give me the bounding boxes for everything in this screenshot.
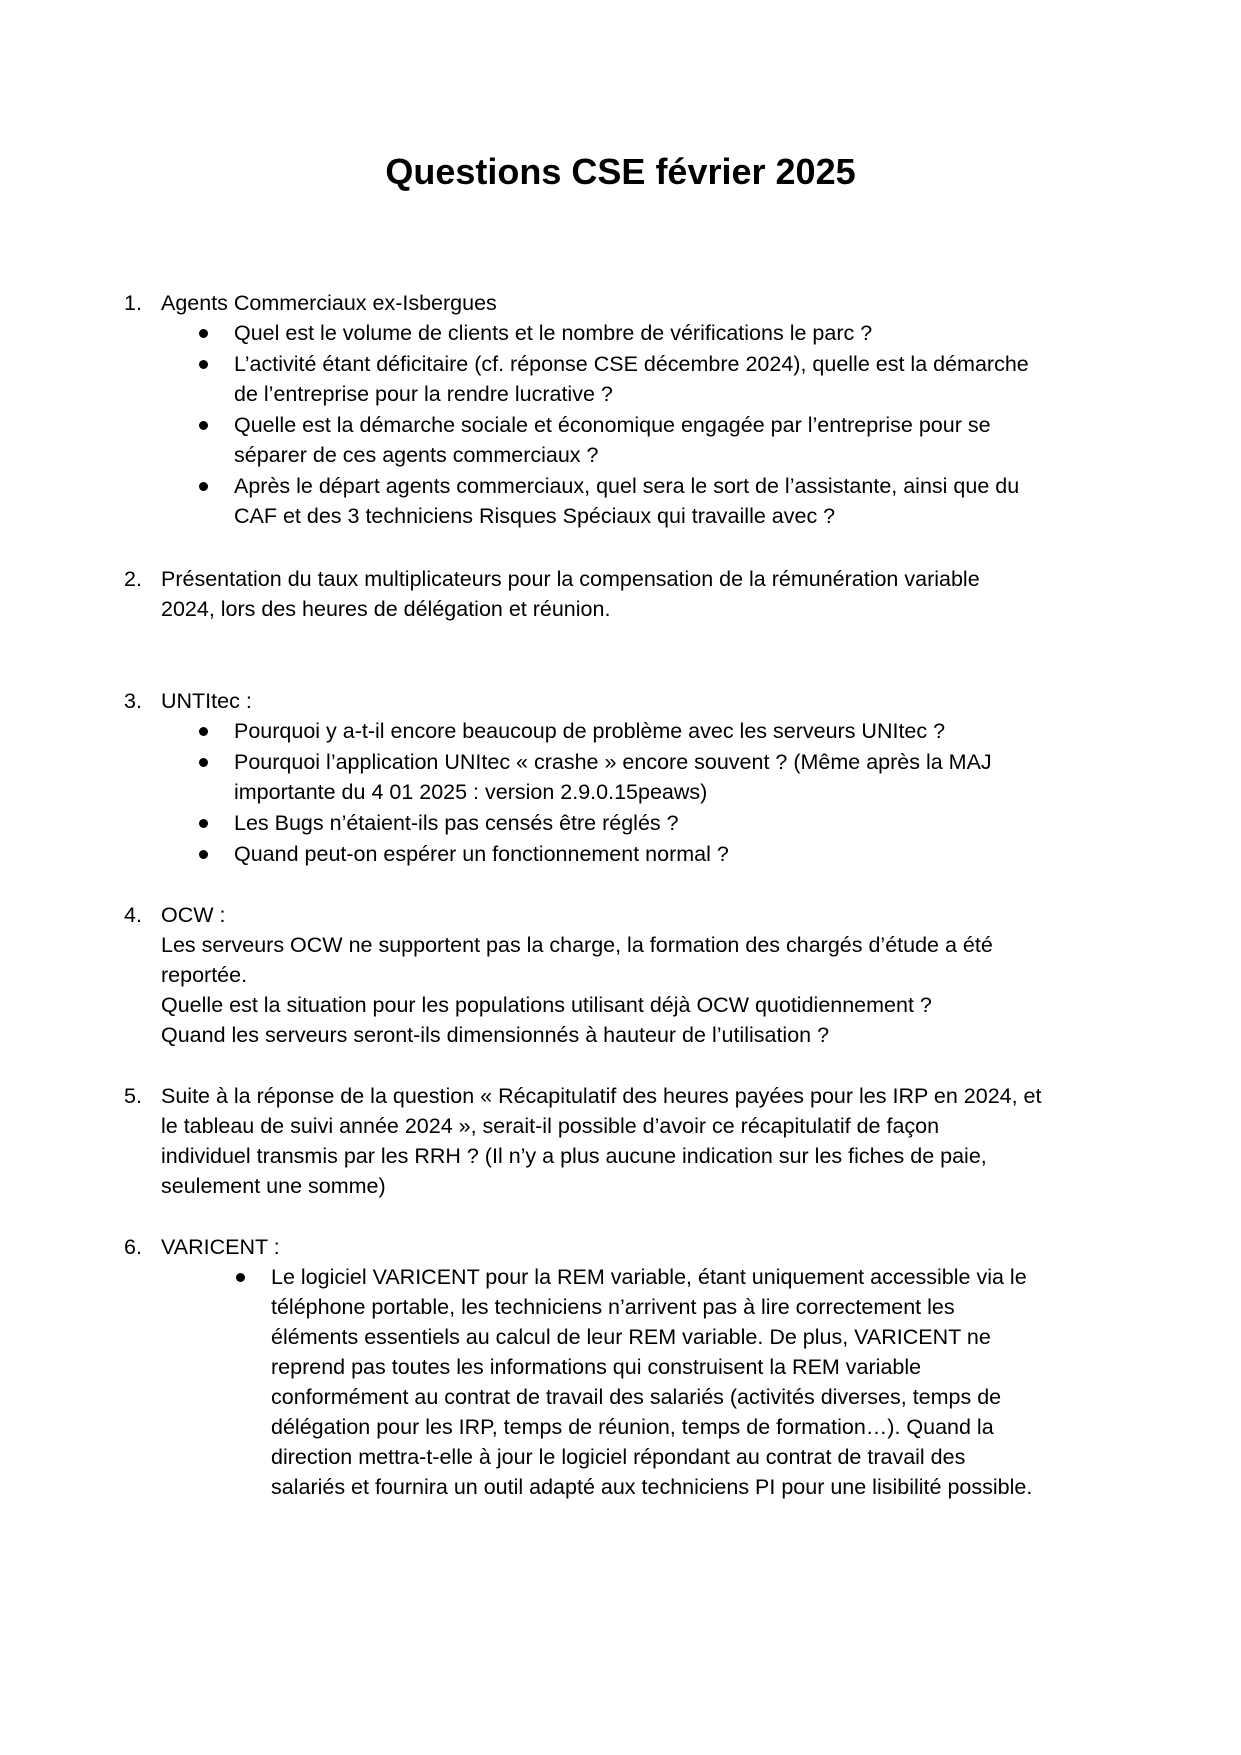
question-text: 2024, lors des heures de délégation et réunion. bbox=[161, 597, 611, 621]
bullet-icon bbox=[199, 819, 208, 828]
list-item: séparer de ces agents commerciaux ? bbox=[234, 443, 599, 467]
bullet-icon bbox=[199, 758, 208, 767]
question-number: 4. bbox=[124, 903, 142, 927]
question-heading: Agents Commerciaux ex-Isbergues bbox=[161, 291, 497, 315]
bullet-icon bbox=[199, 360, 208, 369]
list-item: conformément au contrat de travail des salariés (activités diverses, temps de bbox=[271, 1385, 1002, 1409]
list-item: Quelle est la démarche sociale et économique engagée par l’entreprise pour se bbox=[234, 413, 991, 437]
bullet-icon bbox=[199, 727, 208, 736]
list-item: Pourquoi y a-t-il encore beaucoup de problème avec les serveurs UNItec ? bbox=[234, 719, 946, 743]
question-number: 5. bbox=[124, 1084, 142, 1108]
list-item: téléphone portable, les techniciens n’arrivent pas à lire correctement les bbox=[271, 1295, 955, 1319]
bullet-icon bbox=[199, 482, 208, 491]
question-text: Les serveurs OCW ne supportent pas la charge, la formation des chargés d’étude a été bbox=[161, 933, 993, 957]
list-item: CAF et des 3 techniciens Risques Spéciaux qui travaille avec ? bbox=[234, 504, 836, 528]
list-item: Quand peut-on espérer un fonctionnement normal ? bbox=[234, 842, 729, 866]
list-item: Après le départ agents commerciaux, quel sera le sort de l’assistante, ainsi que du bbox=[234, 474, 1020, 498]
bullet-icon bbox=[199, 329, 208, 338]
list-item: Les Bugs n’étaient-ils pas censés être réglés ? bbox=[234, 811, 679, 835]
question-heading: OCW : bbox=[161, 903, 226, 927]
question-number: 2. bbox=[124, 567, 142, 591]
list-item: de l’entreprise pour la rendre lucrative ? bbox=[234, 382, 613, 406]
list-item: Le logiciel VARICENT pour la REM variable, étant uniquement accessible via le bbox=[271, 1265, 1027, 1289]
list-item: importante du 4 01 2025 : version 2.9.0.15peaws) bbox=[234, 780, 708, 804]
list-item: salariés et fournira un outil adapté aux techniciens PI pour une lisibilité possible. bbox=[271, 1475, 1033, 1499]
list-item: direction mettra-t-elle à jour le logiciel répondant au contrat de travail des bbox=[271, 1445, 966, 1469]
bullet-icon bbox=[199, 850, 208, 859]
question-text: seulement une somme) bbox=[161, 1174, 386, 1198]
page-title: Questions CSE février 2025 bbox=[385, 151, 856, 192]
question-text: individuel transmis par les RRH ? (Il n’y a plus aucune indication sur les fiches de paie, bbox=[161, 1144, 987, 1168]
question-text: Quelle est la situation pour les populations utilisant déjà OCW quotidiennement ? bbox=[161, 993, 932, 1017]
question-number: 3. bbox=[124, 689, 142, 713]
question-text: Quand les serveurs seront-ils dimensionnés à hauteur de l’utilisation ? bbox=[161, 1023, 830, 1047]
list-item: délégation pour les IRP, temps de réunion, temps de formation…). Quand la bbox=[271, 1415, 994, 1439]
list-item: L’activité étant déficitaire (cf. réponse CSE décembre 2024), quelle est la démarche bbox=[234, 352, 1029, 376]
question-heading: VARICENT : bbox=[161, 1235, 280, 1259]
bullet-icon bbox=[236, 1273, 245, 1282]
question-number: 1. bbox=[124, 291, 142, 315]
bullet-icon bbox=[199, 421, 208, 430]
list-item: reprend pas toutes les informations qui construisent la REM variable bbox=[271, 1355, 922, 1379]
list-item: éléments essentiels au calcul de leur REM variable. De plus, VARICENT ne bbox=[271, 1325, 991, 1349]
question-heading: UNTItec : bbox=[161, 689, 252, 713]
question-text: reportée. bbox=[161, 963, 248, 987]
list-item: Pourquoi l’application UNItec « crashe » encore souvent ? (Même après la MAJ bbox=[234, 750, 992, 774]
question-text: Suite à la réponse de la question « Récapitulatif des heures payées pour les IRP en 2024, et bbox=[161, 1084, 1042, 1108]
question-text: le tableau de suivi année 2024 », serait-il possible d’avoir ce récapitulatif de façon bbox=[161, 1114, 940, 1138]
question-number: 6. bbox=[124, 1235, 142, 1259]
question-text: Présentation du taux multiplicateurs pour la compensation de la rémunération variable bbox=[161, 567, 980, 591]
list-item: Quel est le volume de clients et le nombre de vérifications le parc ? bbox=[234, 321, 873, 345]
